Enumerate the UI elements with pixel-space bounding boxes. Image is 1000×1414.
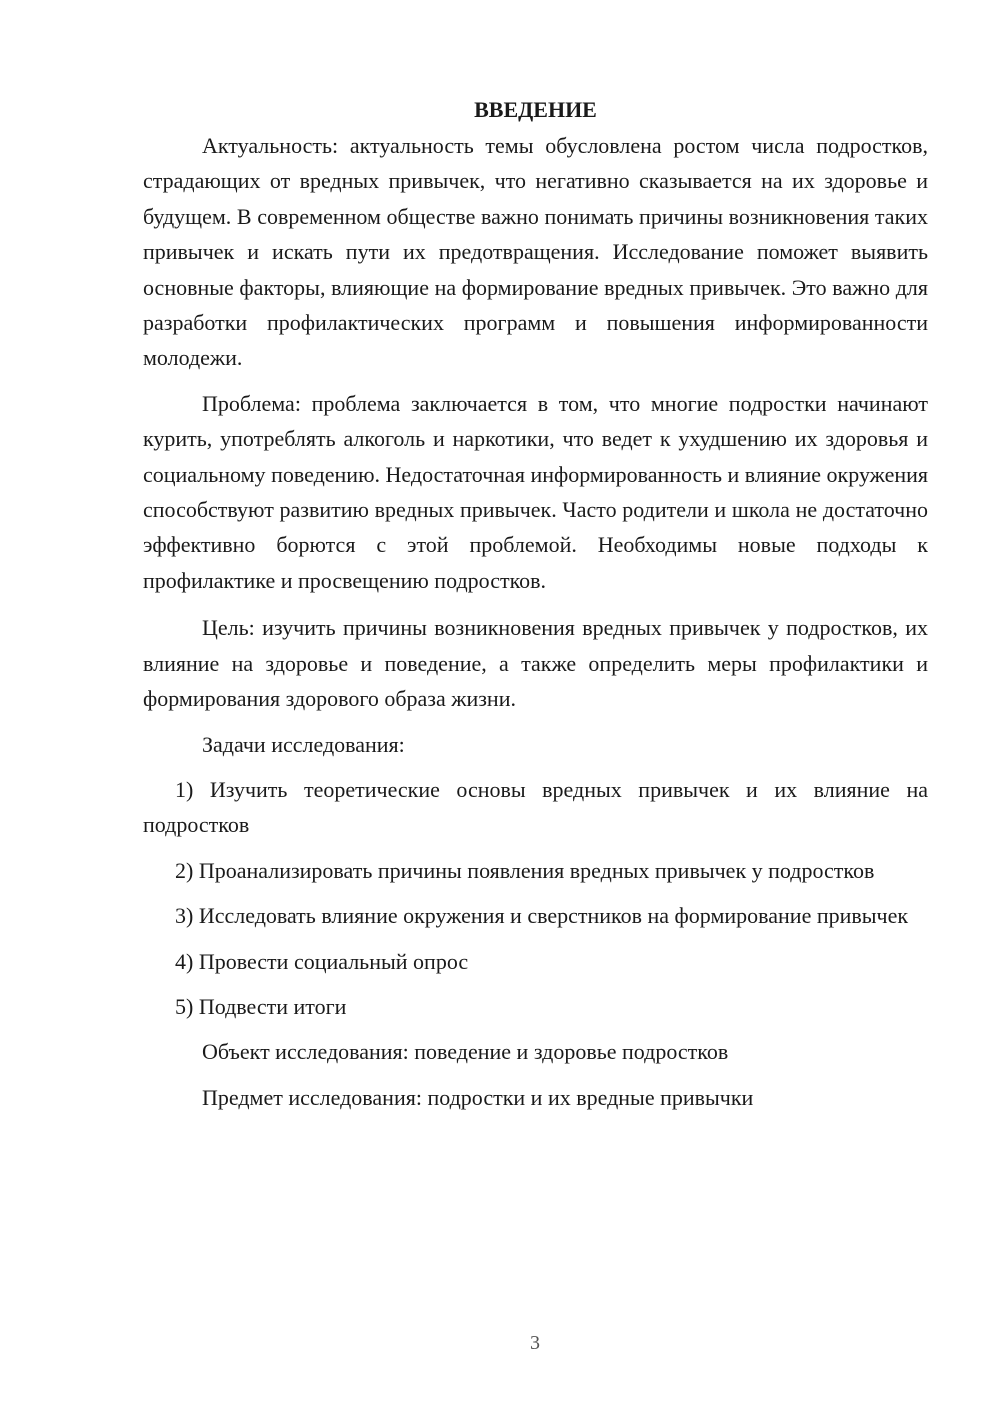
task-item-1: 1) Изучить теоретические основы вредных привычек и их влияние на подростков [143,776,928,838]
section-heading: ВВЕДЕНИЕ [474,97,597,122]
problem-paragraph: Проблема: проблема заключается в том, что многие подростки начинают курить, употреблять алкоголь и наркотики, что ведет к ухудшению их здоровья и социальному поведению. Недостаточная информированность и влияние окружения способствуют развитию вредных привычек. Часто родители и школа не достаточно эффективно борются с этой проблемой. Необходимы новые подходы к профилактике и просвещению подростков. [143,390,928,593]
page-content [143,92,928,1115]
task-item-2: 2) Проанализировать причины появления вредных привычек у подростков [175,857,875,883]
research-subject: Предмет исследования: подростки и их вредные привычки [202,1084,754,1110]
page-number: 3 [530,1332,540,1354]
task-item-5: 5) Подвести итоги [175,993,347,1019]
task-item-3: 3) Исследовать влияние окружения и сверстников на формирование привычек [175,903,909,929]
goal-paragraph: Цель: изучить причины возникновения вредных привычек у подростков, их влияние на здоровье и поведение, а также определить меры профилактики и формирования здорового образа жизни. [143,615,928,712]
tasks-heading: Задачи исследования: [202,731,405,757]
relevance-paragraph: Актуальность: актуальность темы обусловлена ростом числа подростков, страдающих от вредных привычек, что негативно сказывается на их здоровье и будущем. В современном обществе важно понимать причины возникновения таких привычек и искать пути их предотвращения. Исследование поможет выявить основные факторы, влияющие на формирование вредных привычек. Это важно для разработки профилактических программ и повышения информированности молодежи. [143,133,928,371]
task-item-4: 4) Провести социальный опрос [175,948,469,974]
research-object: Объект исследования: поведение и здоровье подростков [202,1039,729,1065]
